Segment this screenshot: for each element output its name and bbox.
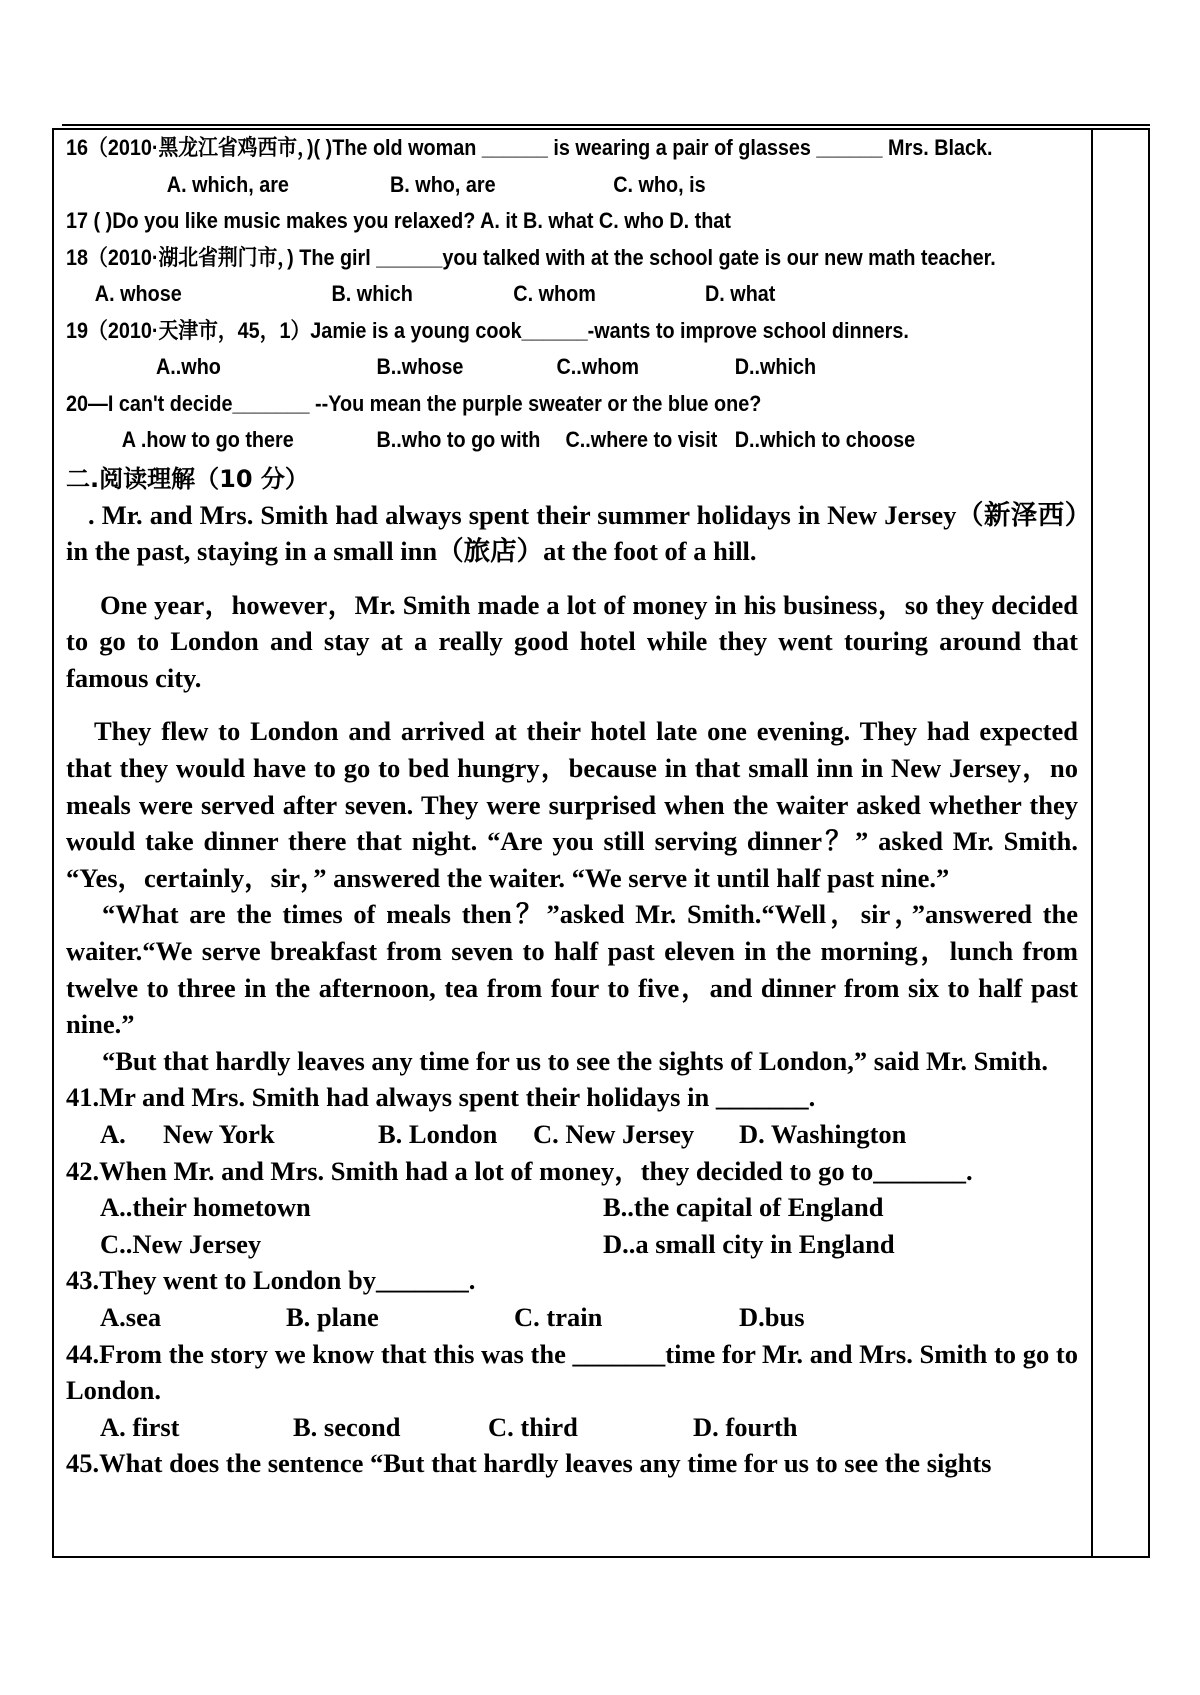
- question-45-stem: [66, 1445, 1078, 1482]
- question-17: [66, 203, 977, 240]
- option-a-label: A.: [100, 1119, 126, 1149]
- passage-paragraph: . Mr. and Mrs. Smith had always spent their summer holidays in New Jersey（新泽西）in the past, staying in a small inn（旅店）at the foot of a hill.: [66, 499, 1078, 567]
- question-41-stem: [66, 1079, 1078, 1116]
- option-a: A. whose: [94, 281, 182, 306]
- question-43-options: [66, 1299, 1078, 1336]
- question-18-stem: [66, 240, 996, 277]
- question-16-options: [66, 167, 977, 204]
- question-19-stem: [66, 313, 977, 350]
- question-text: 41.Mr and Mrs. Smith had always spent their holidays in _______.: [66, 1082, 816, 1113]
- question-42-options-row1: [66, 1189, 1078, 1226]
- question-42-stem: [66, 1153, 1078, 1190]
- option-b: B. which: [331, 281, 413, 306]
- question-18-options: [66, 276, 977, 313]
- option-a: A..their hometown: [100, 1192, 311, 1223]
- passage-paragraph: “What are the times of meals then？”asked Mr. Smith.“Well，sir，”answered the waiter.“We serve breakfast from seven to half past eleven in the morning，lunch from twelve to three in the afternoon, tea from four to five，and dinner from six to half past nine.”: [66, 899, 1078, 1040]
- option-b: B. who, are: [390, 171, 496, 197]
- option-c: C..where to visit: [565, 427, 718, 452]
- option-d: D..a small city in England: [603, 1228, 895, 1259]
- top-rule: [62, 124, 1150, 126]
- grammar-questions: [66, 130, 996, 459]
- option-b: B..the capital of England: [603, 1192, 884, 1223]
- column-divider: [1091, 130, 1093, 1556]
- option-d: D. what: [705, 281, 776, 306]
- option-c: C..whom: [556, 354, 640, 379]
- reading-questions: [66, 1079, 1078, 1482]
- question-19-options: [66, 349, 977, 386]
- question-text: 16（2010·黑龙江省鸡西市，)( )The old woman ______ is wearing a pair of glasses ______ Mrs. Black.: [66, 135, 993, 160]
- passage-paragraph: “But that hardly leaves any time for us to see the sights of London,” said Mr. Smith.: [102, 1045, 1048, 1076]
- question-text: 45.What does the sentence “But that hardly leaves any time for us to see the sights: [66, 1448, 992, 1479]
- option-b: B. second: [293, 1411, 401, 1442]
- option-a: A .how to go there: [121, 427, 294, 452]
- question-44-stem: 44.From the story we know that this was the _______time for Mr. and Mrs. Smith to go to London.: [66, 1338, 1078, 1406]
- option-d: D.bus: [739, 1301, 805, 1332]
- question-20-stem: [66, 386, 977, 423]
- option-b: B..whose: [376, 354, 464, 379]
- question-text: 20—I can't decide_______ --You mean the purple sweater or the blue one?: [66, 390, 762, 416]
- question-text: 19（2010·天津市，45，1）Jamie is a young cook______-wants to improve school dinners.: [66, 317, 909, 343]
- option-d: D. Washington: [739, 1119, 907, 1149]
- option-c: C. whom: [513, 281, 596, 306]
- question-text: 17 ( )Do you like music makes you relaxed? A. it B. what C. who D. that: [66, 208, 731, 233]
- question-42-options-row2: [66, 1226, 1078, 1263]
- worksheet-content: [66, 130, 1078, 1482]
- option-c: C. New Jersey: [533, 1119, 695, 1149]
- passage-paragraph: One year，however，Mr. Smith made a lot of money in his business，so they decided to go to London and stay at a really good hotel while they went touring around that famous city.: [66, 589, 1078, 693]
- question-16-stem: [66, 130, 993, 167]
- passage-paragraph: They flew to London and arrived at their hotel late one evening. They had expected that they would have to go to bed hungry，because in that small inn in New Jersey，no meals were served after seven. They were surprised when the waiter asked whether they would take dinner there that night. “Are you still serving dinner？” asked Mr. Smith. “Yes，certainly，sir，” answered the waiter. “We serve it until half past nine.”: [66, 716, 1078, 893]
- question-text: 18（2010·湖北省荆门市，) The girl ______you talked with at the school gate is our new math teacher.: [66, 244, 996, 270]
- option-d: D. fourth: [693, 1411, 798, 1442]
- reading-passage: [66, 497, 1078, 1080]
- option-a: A..who: [156, 354, 221, 379]
- question-text: 42.When Mr. and Mrs. Smith had a lot of money，they decided to go to_______.: [66, 1155, 973, 1186]
- question-43-stem: [66, 1262, 1078, 1299]
- option-b: B. London: [378, 1119, 498, 1149]
- question-41-options: [66, 1116, 1078, 1153]
- option-c: C..New Jersey: [100, 1228, 262, 1259]
- option-a: A. which, are: [166, 171, 289, 197]
- question-text: 43.They went to London by_______.: [66, 1265, 476, 1296]
- option-c: C. who, is: [613, 171, 706, 197]
- option-d: D..which to choose: [734, 427, 916, 452]
- option-d: D..which: [734, 354, 817, 379]
- option-a: A.sea: [100, 1301, 162, 1332]
- question-44-options: [66, 1409, 1078, 1446]
- option-a: A. first: [100, 1411, 180, 1442]
- option-c: C. third: [488, 1411, 578, 1442]
- option-a-text: New York: [163, 1119, 275, 1149]
- option-c: C. train: [514, 1301, 603, 1332]
- option-b: B..who to go with: [376, 427, 541, 452]
- question-20-options: [66, 422, 977, 459]
- option-b: B. plane: [286, 1301, 379, 1332]
- section-title: 二.阅读理解（10 分）: [66, 464, 309, 493]
